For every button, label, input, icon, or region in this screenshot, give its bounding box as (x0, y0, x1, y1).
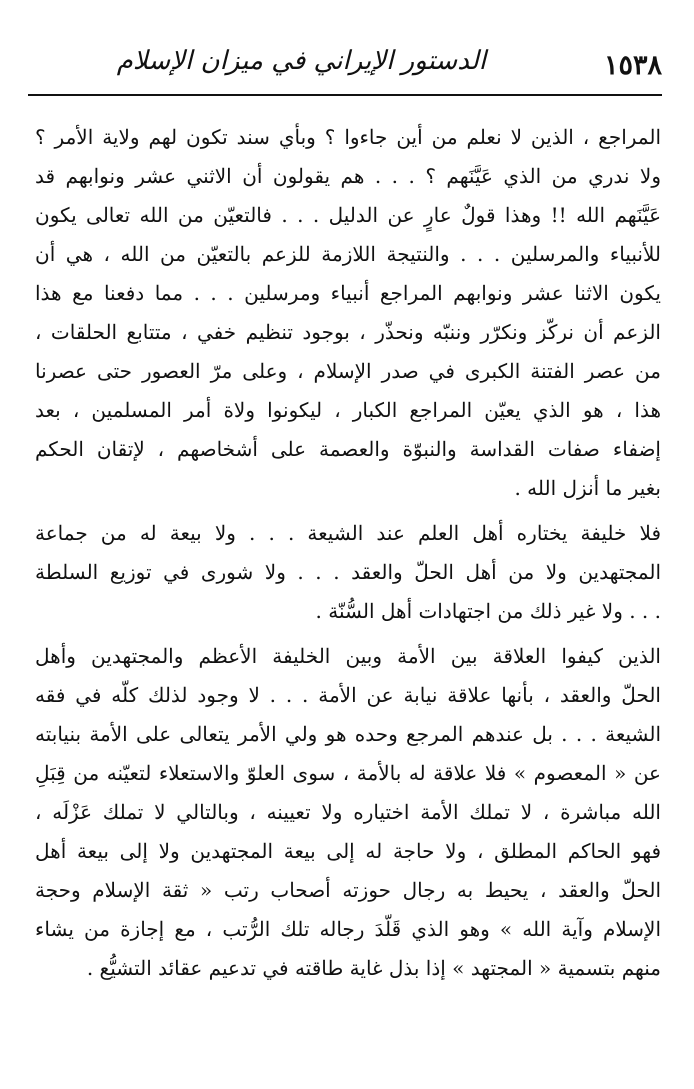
text-line: . . . ولا غير ذلك من اجتهادات أهل السُّنّة . (315, 599, 661, 623)
text-line: من عصر الفتنة الكبرى في صدر الإسلام ، وعلى مرّ العصور حتى عصرنا (35, 359, 661, 383)
text-line: الشيعة . . . بل عندهم المرجع وحده هو ولي الأمر يتعالى على الأمة بنيابته (35, 722, 661, 746)
text-line: المراجع ، الذين لا نعلم من أين جاءوا ؟ وبأي سند تكون لهم ولاية الأمر ؟ (35, 125, 661, 149)
paragraph-2 (35, 514, 661, 631)
paragraph-3 (35, 637, 661, 988)
text-line: الزعم أن نركّز ونكرّر وننبّه ونحذّر ، بوجود تنظيم خفي ، متتابع الحلقات ، (35, 320, 661, 344)
text-line: المجتهدين ولا من أهل الحلّ والعقد . . . ولا شورى في توزيع السلطة (35, 560, 661, 584)
running-title: الدستور الإيراني في ميزان الإسلام (116, 46, 486, 76)
text-line: هذا ، هو الذي يعيّن المراجع الكبار ، ليكونوا ولاة أمر المسلمين ، بعد (35, 398, 661, 422)
text-line: الحلّ والعقد ، بأنها علاقة نيابة عن الأمة . . . لا وجود لذلك كلّه في فقه (35, 683, 661, 707)
paragraph-1 (35, 118, 661, 508)
text-line: عَيَّنَهم الله !! وهذا قولٌ عارٍ عن الدليل . . . فالتعيّن من الله تعالى يكون (35, 203, 662, 227)
text-line: الذين كيفوا العلاقة بين الأمة وبين الخليفة الأعظم والمجتهدين وأهل (35, 644, 661, 668)
header-rule (28, 94, 662, 96)
text-line: يكون الاثنا عشر ونوابهم المراجع أنبياء ومرسلين . . . مما دفعنا مع هذا (35, 281, 661, 305)
text-line: فهو الحاكم المطلق ، ولا حاجة له إلى بيعة المجتهدين ولا إلى بيعة أهل (35, 839, 661, 863)
text-line: عن « المعصوم » فلا علاقة له بالأمة ، سوى العلوّ والاستعلاء لتعيّنه من قِبَلِ (35, 761, 661, 785)
text-line: إضفاء صفات القداسة والنبوّة والعصمة على أشخاصهم ، لإتقان الحكم (35, 437, 661, 461)
text-line: الحلّ والعقد ، يحيط به رجال حوزته أصحاب رتب « ثقة الإسلام وحجة (35, 878, 661, 902)
text-line: ولا ندري من الذي عَيَّنَهم ؟ . . . هم يقولون أن الاثني عشر ونوابهم قد (35, 164, 661, 188)
text-line: بغير ما أنزل الله . (514, 476, 661, 500)
text-line: الإسلام وآية الله » وهو الذي قَلّدَ رجاله تلك الرُّتب ، مع إجازة من يشاء (35, 917, 661, 941)
body-text (35, 118, 661, 988)
page-header (28, 40, 662, 96)
text-line: الله مباشرة ، لا تملك الأمة اختياره ولا تعيينه ، وبالتالي لا تملك عَزْلَه ، (35, 800, 661, 824)
text-line: للأنبياء والمرسلين . . . والنتيجة اللازمة للزعم بالتعيّن من الله ، هي أن (35, 242, 661, 266)
text-line: منهم بتسمية « المجتهد » إذا بذل غاية طاقته في تدعيم عقائد التشيُّع . (86, 956, 661, 980)
text-line: فلا خليفة يختاره أهل العلم عند الشيعة . . . ولا بيعة له من جماعة (35, 521, 661, 545)
page-number: ١٥٣٨ (603, 50, 662, 81)
